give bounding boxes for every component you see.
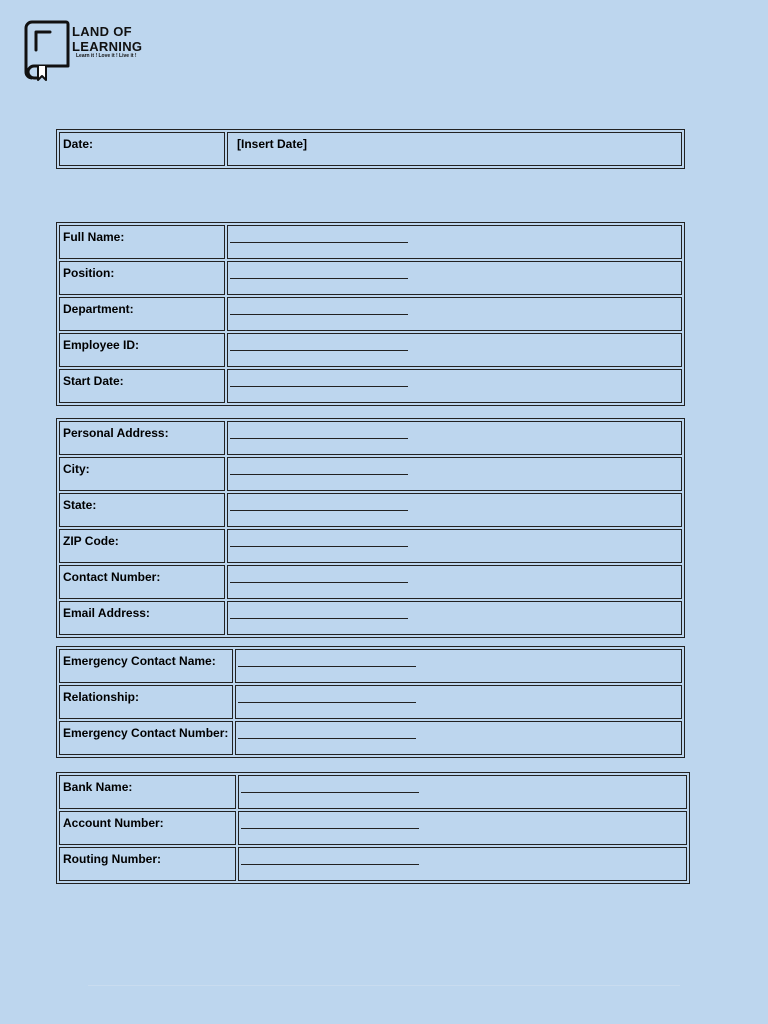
- city-label: City:: [59, 457, 225, 491]
- position-label: Position:: [59, 261, 225, 295]
- blank-line: [238, 666, 416, 667]
- blank-line: [230, 618, 408, 619]
- account-number-label: Account Number:: [59, 811, 236, 845]
- contact-number-field[interactable]: [227, 565, 682, 599]
- emergency-contact-name-label: Emergency Contact Name:: [59, 649, 233, 683]
- table-row: [59, 369, 682, 403]
- table-row: [59, 225, 682, 259]
- blank-line: [238, 702, 416, 703]
- routing-number-label: Routing Number:: [59, 847, 236, 881]
- table-row: [59, 565, 682, 599]
- personal-address-label: Personal Address:: [59, 421, 225, 455]
- relationship-label: Relationship:: [59, 685, 233, 719]
- email-address-field[interactable]: [227, 601, 682, 635]
- blank-line: [230, 242, 408, 243]
- table-row: [59, 685, 682, 719]
- full-name-field[interactable]: [227, 225, 682, 259]
- blank-line: [241, 792, 419, 793]
- blank-line: [230, 278, 408, 279]
- email-address-label: Email Address:: [59, 601, 225, 635]
- emergency-contact-number-field[interactable]: [235, 721, 682, 755]
- employee-info-table: [56, 222, 685, 406]
- logo-title: LAND OF LEARNING: [72, 24, 143, 54]
- department-label: Department:: [59, 297, 225, 331]
- blank-line: [230, 350, 408, 351]
- blank-line: [241, 828, 419, 829]
- blank-line: [230, 510, 408, 511]
- date-label: Date:: [59, 132, 225, 166]
- zip-code-label: ZIP Code:: [59, 529, 225, 563]
- blank-line: [230, 582, 408, 583]
- blank-line: [230, 386, 408, 387]
- table-row: [59, 132, 682, 166]
- table-row: [59, 421, 682, 455]
- book-logo-icon: [24, 20, 70, 82]
- address-table: [56, 418, 685, 638]
- table-row: [59, 649, 682, 683]
- account-number-field[interactable]: [238, 811, 687, 845]
- table-row: [59, 457, 682, 491]
- emergency-contact-table: [56, 646, 685, 758]
- date-table: [56, 129, 685, 169]
- city-field[interactable]: [227, 457, 682, 491]
- relationship-field[interactable]: [235, 685, 682, 719]
- start-date-field[interactable]: [227, 369, 682, 403]
- emergency-contact-name-field[interactable]: [235, 649, 682, 683]
- emergency-contact-number-label: Emergency Contact Number:: [59, 721, 233, 755]
- table-row: [59, 529, 682, 563]
- brand-logo: [24, 20, 164, 84]
- start-date-label: Start Date:: [59, 369, 225, 403]
- date-value-cell[interactable]: [227, 132, 682, 166]
- employee-id-label: Employee ID:: [59, 333, 225, 367]
- full-name-label: Full Name:: [59, 225, 225, 259]
- table-row: [59, 847, 687, 881]
- logo-tagline: Learn it ! Love it ! Live it !: [76, 53, 137, 59]
- table-row: [59, 721, 682, 755]
- date-value[interactable]: [Insert Date]: [237, 137, 308, 151]
- personal-address-field[interactable]: [227, 421, 682, 455]
- table-row: [59, 333, 682, 367]
- position-field[interactable]: [227, 261, 682, 295]
- blank-line: [230, 438, 408, 439]
- blank-line: [238, 738, 416, 739]
- employee-id-field[interactable]: [227, 333, 682, 367]
- footer-divider: [88, 985, 680, 986]
- routing-number-field[interactable]: [238, 847, 687, 881]
- contact-number-label: Contact Number:: [59, 565, 225, 599]
- blank-line: [230, 474, 408, 475]
- table-row: [59, 297, 682, 331]
- state-field[interactable]: [227, 493, 682, 527]
- table-row: [59, 601, 682, 635]
- blank-line: [230, 314, 408, 315]
- blank-line: [230, 546, 408, 547]
- bank-name-label: Bank Name:: [59, 775, 236, 809]
- bank-details-table: [56, 772, 690, 884]
- table-row: [59, 493, 682, 527]
- table-row: [59, 261, 682, 295]
- zip-code-field[interactable]: [227, 529, 682, 563]
- table-row: [59, 811, 687, 845]
- bank-name-field[interactable]: [238, 775, 687, 809]
- state-label: State:: [59, 493, 225, 527]
- blank-line: [241, 864, 419, 865]
- department-field[interactable]: [227, 297, 682, 331]
- table-row: [59, 775, 687, 809]
